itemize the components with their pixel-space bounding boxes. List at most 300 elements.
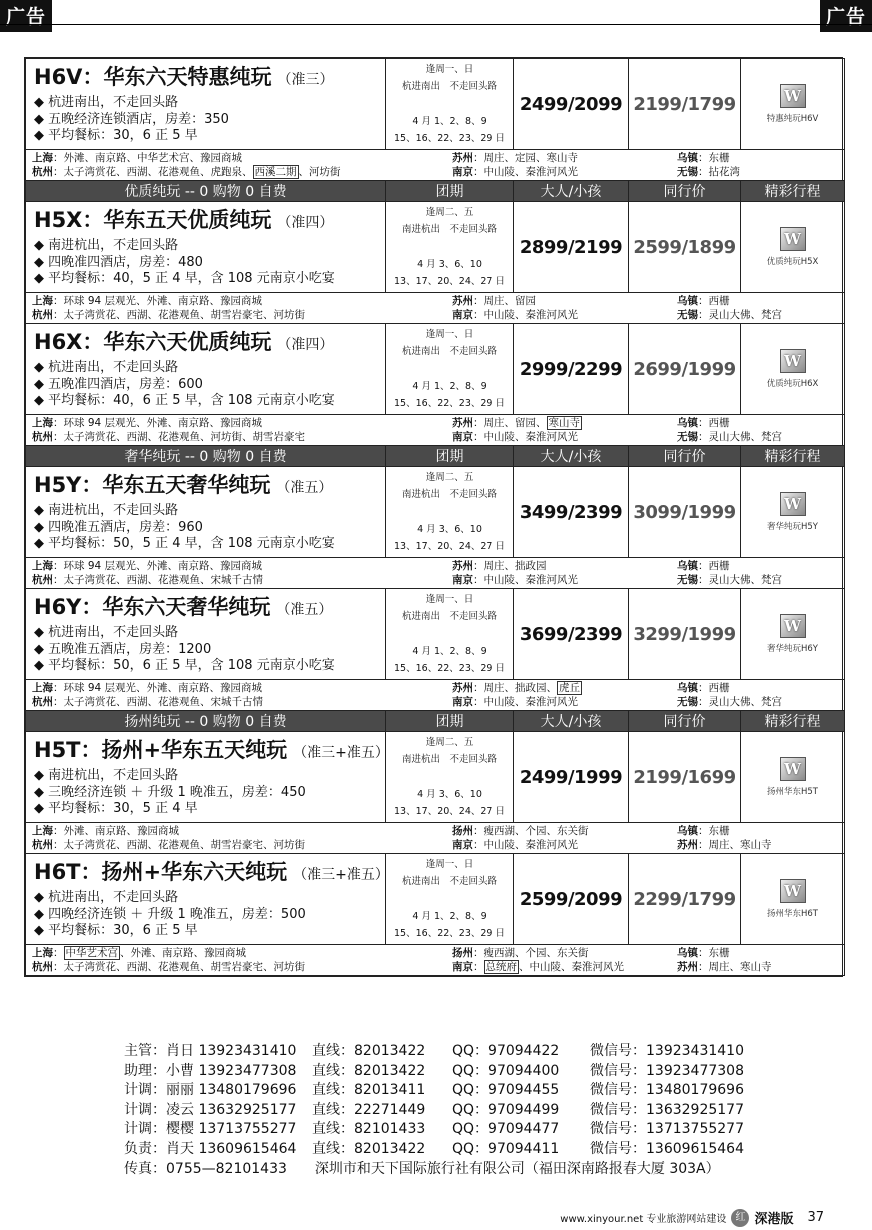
- departure-dates: 4 月 1、2、8、9: [412, 381, 487, 392]
- col-header-itinerary: 精彩行程: [741, 711, 845, 732]
- page-footer: [560, 1208, 824, 1227]
- attraction-city: [677, 308, 838, 322]
- attractions-row: [26, 293, 845, 324]
- spot-list: ：周庄、留园、: [473, 417, 547, 429]
- departure-route: 南进杭出 不走回头路: [401, 224, 497, 235]
- contact-direct-line: 直线：82101433: [312, 1121, 426, 1138]
- attraction-city: [32, 681, 452, 695]
- attraction-city: [677, 165, 838, 179]
- col-header-peer: 同行价: [629, 711, 741, 732]
- contact-qq: QQ：97094400: [452, 1062, 560, 1079]
- edition-label: 深港版: [754, 1212, 794, 1227]
- attractions: [26, 293, 845, 324]
- attraction-city: [452, 695, 677, 709]
- attraction-line: [32, 824, 838, 838]
- spot-list: ：东栅: [698, 152, 730, 164]
- spot-list: ：周庄、定园、寒山寺: [473, 152, 578, 164]
- attraction-city: [452, 430, 677, 444]
- attraction-city: [32, 308, 452, 322]
- departure-dates-2: 15、16、22、23、29 日: [394, 133, 505, 144]
- tour-info: [26, 732, 389, 823]
- adult-child-price: 2999/2299: [514, 324, 629, 415]
- city-name: 苏州: [452, 152, 473, 164]
- contact-direct-line: 直线：82013422: [312, 1043, 426, 1059]
- tour-bullet: ◆ 四晚经济连锁 ＋ 升级 1 晚准五，房差：500: [34, 906, 306, 922]
- contact-line: [124, 1140, 744, 1160]
- tour-bullet: ◆ 平均餐标：50，5 正 4 早，含 108 元南京小吃宴: [34, 536, 335, 551]
- city-name: 南京: [452, 961, 473, 973]
- city-name: 南京: [452, 839, 473, 851]
- departure-dates-2: 15、16、22、23、29 日: [394, 928, 505, 939]
- word-doc-icon: W: [780, 349, 806, 373]
- highlight-spot: 总统府: [485, 961, 517, 973]
- city-name: 乌镇: [677, 825, 698, 837]
- tour-info: [26, 854, 389, 945]
- ad-corner-left: 广告: [0, 0, 52, 32]
- tour-row: [26, 589, 845, 680]
- col-header-peer: 同行价: [629, 446, 741, 467]
- attraction-city: [677, 695, 838, 709]
- itinerary-link[interactable]: [741, 589, 845, 680]
- contact-person: 计调：丽丽 13480179696: [124, 1082, 297, 1099]
- col-header-itinerary: 精彩行程: [741, 446, 845, 467]
- departure-dates: 4 月 1、2、8、9: [412, 911, 487, 922]
- city-name: 上海: [32, 295, 53, 307]
- spot-list: ：灵山大佛、梵宫: [698, 574, 782, 586]
- spot-list: ：周庄、拙政园、: [473, 682, 557, 694]
- tour-title: H6V：华东六天特惠纯玩: [34, 65, 272, 89]
- tour-bullet: ◆ 平均餐标：30，6 正 5 早: [34, 923, 198, 938]
- city-name: 杭州: [32, 574, 53, 586]
- tour-title: H5T：扬州+华东五天纯玩: [34, 738, 288, 762]
- word-doc-icon: W: [780, 757, 806, 781]
- attraction-line: [32, 838, 838, 852]
- spot-list: ：东栅: [698, 825, 730, 837]
- tour-grade: （准三）: [277, 72, 334, 88]
- peer-price: 2199/1699: [629, 732, 741, 823]
- tour-bullet: ◆ 四晚准五酒店，房差：960: [34, 519, 203, 535]
- attraction-city: [32, 294, 452, 308]
- city-name: 无锡: [677, 696, 698, 708]
- tour-info: [26, 59, 386, 150]
- attraction-city: [32, 430, 452, 444]
- tour-name: [34, 738, 389, 766]
- city-name: 杭州: [32, 961, 53, 973]
- departure-route: 杭进南出 不走回头路: [401, 611, 497, 622]
- attractions: [26, 558, 845, 589]
- city-name: 无锡: [677, 166, 698, 178]
- tour-info: [26, 202, 386, 293]
- tour-bullet: ◆ 南进杭出，不走回头路: [34, 503, 179, 518]
- spot-list: ：东栅: [698, 947, 730, 959]
- departure-info: [386, 589, 514, 680]
- tour-bullet: ◆ 五晚经济连锁酒店，房差：350: [34, 111, 229, 127]
- city-name: 苏州: [452, 417, 473, 429]
- spot-list: ：灵山大佛、梵宫: [698, 696, 782, 708]
- spot-list: ：外滩、南京路、豫园商城: [53, 825, 179, 837]
- tour-bullet: ◆ 平均餐标：40，6 正 5 早，含 108 元南京小吃宴: [34, 393, 335, 408]
- spot-list: ：: [53, 947, 64, 959]
- spot-list: ：中山陵、秦淮河风光: [473, 309, 578, 321]
- attraction-line: [32, 573, 838, 587]
- city-name: 扬州: [452, 825, 473, 837]
- spot-list: ：西栅: [698, 417, 730, 429]
- tour-grade: （准五）: [276, 480, 333, 496]
- spot-list: ：周庄、寒山寺: [698, 961, 772, 973]
- city-name: 上海: [32, 825, 53, 837]
- attraction-city: [677, 559, 838, 573]
- departure-dates: 4 月 1、2、8、9: [412, 116, 487, 127]
- tour-grade: （准三+准五）: [293, 867, 389, 883]
- city-name: 杭州: [32, 839, 53, 851]
- tour-bullet: ◆ 五晚准五酒店，房差：1200: [34, 641, 212, 657]
- attraction-city: [677, 294, 838, 308]
- peer-price: 2299/1799: [629, 854, 741, 945]
- spot-list: ：太子湾赏花、西湖、花港观鱼、宋城千古情: [53, 574, 263, 586]
- category-bar: [26, 181, 845, 202]
- spot-list: ：中山陵、秦淮河风光: [473, 839, 578, 851]
- city-name: 乌镇: [677, 560, 698, 572]
- spot-list: ：西栅: [698, 295, 730, 307]
- attraction-line: [32, 946, 838, 960]
- contact-line: [124, 1081, 744, 1101]
- departure-dates: 4 月 3、6、10: [417, 789, 482, 800]
- tour-row: [26, 202, 845, 293]
- attraction-line: [32, 559, 838, 573]
- brand-logo-icon: 红: [731, 1209, 749, 1227]
- city-name: 乌镇: [677, 295, 698, 307]
- spot-list: ：环球 94 层观光、外滩、南京路、豫园商城: [53, 295, 263, 307]
- adult-child-price: 2599/2099: [514, 854, 629, 945]
- departure-route: 杭进南出 不走回头路: [401, 346, 497, 357]
- contact-wechat: 微信号：13923431410: [590, 1043, 744, 1059]
- adult-child-price: 2899/2199: [514, 202, 629, 293]
- spot-list: ：中山陵、秦淮河风光: [473, 166, 578, 178]
- attraction-city: [452, 308, 677, 322]
- attraction-city: [32, 573, 452, 587]
- attraction-city: [452, 559, 677, 573]
- departure-info: [386, 202, 514, 293]
- attraction-city: [32, 960, 452, 974]
- departure-route: 杭进南出 不走回头路: [401, 81, 497, 92]
- peer-price: 3099/1999: [629, 467, 741, 558]
- itinerary-label: 扬州华东H6T: [767, 909, 818, 919]
- attraction-city: [452, 838, 677, 852]
- spot-list: ：太子湾赏花、西湖、花港观鱼、虎跑泉、: [53, 166, 253, 178]
- tour-table: [25, 58, 845, 976]
- spot-list: ：太子湾赏花、西湖、花港观鱼、胡雪岩豪宅、河坊街: [53, 839, 305, 851]
- spot-list: ：瘦西湖、个园、东关街: [473, 947, 589, 959]
- departure-dates: 4 月 1、2、8、9: [412, 646, 487, 657]
- attraction-city: [452, 946, 677, 960]
- spot-list: 、河坊街: [298, 166, 341, 178]
- col-header-group: 团期: [386, 711, 514, 732]
- spot-list: ：灵山大佛、梵宫: [698, 431, 782, 443]
- spot-list: ：: [473, 961, 484, 973]
- departure-dates: 4 月 3、6、10: [417, 259, 482, 270]
- attraction-city: [32, 416, 452, 430]
- spot-list: ：外滩、南京路、中华艺术宫、豫园商城: [53, 152, 242, 164]
- spot-list: ：环球 94 层观光、外滩、南京路、豫园商城: [53, 682, 263, 694]
- attractions: [26, 823, 845, 854]
- city-name: 苏州: [452, 295, 473, 307]
- attraction-city: [677, 824, 838, 838]
- attraction-city: [32, 559, 452, 573]
- departure-dates-2: 15、16、22、23、29 日: [394, 398, 505, 409]
- city-name: 南京: [452, 696, 473, 708]
- attractions-row: [26, 823, 845, 854]
- highlight-spot: 虎丘: [559, 682, 580, 694]
- col-header-peer: 同行价: [629, 181, 741, 202]
- adult-child-price: 2499/2099: [514, 59, 629, 150]
- tour-title: H6T：扬州+华东六天纯玩: [34, 860, 288, 884]
- contact-direct-line: 直线：22271449: [312, 1101, 426, 1118]
- tour-bullet: ◆ 平均餐标：30，5 正 4 早: [34, 801, 198, 816]
- departure-route: 杭进南出 不走回头路: [401, 876, 497, 887]
- col-header-group: 团期: [386, 181, 514, 202]
- attraction-city: [677, 430, 838, 444]
- itinerary-link[interactable]: [741, 467, 845, 558]
- tour-row: [26, 324, 845, 415]
- attraction-city: [452, 681, 677, 695]
- city-name: 南京: [452, 166, 473, 178]
- tour-title: H5Y：华东五天奢华纯玩: [34, 473, 271, 497]
- tour-grade: （准四）: [277, 215, 334, 231]
- departure-info: [386, 854, 514, 945]
- contact-direct-line: 直线：82013411: [312, 1082, 426, 1099]
- attraction-city: [32, 946, 452, 960]
- departure-info: [386, 467, 514, 558]
- departure-days: 逢周一、日: [425, 859, 474, 870]
- spot-list: ：环球 94 层观光、外滩、南京路、豫园商城: [53, 417, 263, 429]
- tour-grade: （准五）: [276, 602, 333, 618]
- city-name: 上海: [32, 682, 53, 694]
- spot-list: ：瘦西湖、个园、东关街: [473, 825, 589, 837]
- attraction-city: [452, 573, 677, 587]
- tour-bullet: ◆ 杭进南出，不走回头路: [34, 95, 179, 110]
- attractions: [26, 415, 845, 446]
- attraction-city: [677, 838, 838, 852]
- attraction-line: [32, 430, 838, 444]
- spot-list: ：拈花湾: [698, 166, 740, 178]
- attraction-city: [677, 960, 838, 974]
- contact-line: [124, 1120, 744, 1140]
- city-name: 无锡: [677, 574, 698, 586]
- departure-days: 逢周一、日: [425, 329, 474, 340]
- attraction-city: [32, 165, 452, 179]
- itinerary-label: 奢华纯玩H6Y: [767, 644, 818, 654]
- city-name: 扬州: [452, 947, 473, 959]
- departure-days: 逢周一、日: [425, 594, 474, 605]
- itinerary-link[interactable]: [741, 202, 845, 293]
- city-name: 上海: [32, 417, 53, 429]
- city-name: 杭州: [32, 696, 53, 708]
- tour-row: [26, 59, 845, 150]
- spot-list: 、外滩、南京路、豫园商城: [120, 947, 246, 959]
- attraction-city: [452, 165, 677, 179]
- contact-person: 助理：小曹 13923477308: [124, 1062, 297, 1079]
- tour-bullet: ◆ 三晚经济连锁 ＋ 升级 1 晚准五，房差：450: [34, 784, 306, 800]
- spot-list: ：周庄、拙政园: [473, 560, 547, 572]
- attraction-city: [32, 695, 452, 709]
- spot-list: ：周庄、寒山寺: [698, 839, 772, 851]
- itinerary-label: 优质纯玩H5X: [766, 257, 819, 267]
- attraction-city: [677, 946, 838, 960]
- itinerary-label: 扬州华东H5T: [767, 787, 818, 797]
- adult-child-price: 2499/1999: [514, 732, 629, 823]
- word-doc-icon: W: [780, 614, 806, 638]
- contact-person: 计调：凌云 13632925177: [124, 1101, 297, 1118]
- attraction-line: [32, 681, 838, 695]
- attractions: [26, 680, 845, 711]
- departure-info: [386, 732, 514, 823]
- tour-grade: （准四）: [277, 337, 334, 353]
- col-header-adult-child: 大人/小孩: [514, 446, 629, 467]
- highlight-spot: 中华艺术宫: [65, 947, 118, 959]
- attraction-city: [452, 416, 677, 430]
- tour-bullet: ◆ 平均餐标：50，6 正 5 早，含 108 元南京小吃宴: [34, 658, 335, 673]
- highlight-spot: 西溪二期: [254, 166, 297, 178]
- spot-list: ：太子湾赏花、西湖、花港观鱼、胡雪岩豪宅、河坊街: [53, 961, 305, 973]
- contact-line: [124, 1101, 744, 1121]
- city-name: 杭州: [32, 431, 53, 443]
- word-doc-icon: W: [780, 227, 806, 251]
- city-name: 苏州: [452, 682, 473, 694]
- adult-child-price: 3699/2399: [514, 589, 629, 680]
- city-name: 南京: [452, 574, 473, 586]
- spot-list: ：太子湾赏花、西湖、花港观鱼、河坊街、胡雪岩豪宅: [53, 431, 305, 443]
- tour-info: [26, 589, 386, 680]
- attraction-city: [677, 151, 838, 165]
- tour-info: [26, 324, 386, 415]
- attraction-city: [32, 824, 452, 838]
- adult-child-price: 3499/2399: [514, 467, 629, 558]
- attraction-city: [452, 960, 677, 974]
- city-name: 苏州: [677, 839, 698, 851]
- spot-list: ：灵山大佛、梵宫: [698, 309, 782, 321]
- attraction-city: [677, 416, 838, 430]
- attraction-line: [32, 308, 838, 322]
- itinerary-link[interactable]: [741, 732, 845, 823]
- itinerary-link[interactable]: [741, 59, 845, 150]
- city-name: 无锡: [677, 431, 698, 443]
- tour-row: [26, 854, 845, 945]
- contact-direct-line: 直线：82013422: [312, 1140, 426, 1157]
- spot-list: ：中山陵、秦淮河风光: [473, 696, 578, 708]
- top-rule: [0, 24, 872, 25]
- word-doc-icon: W: [780, 879, 806, 903]
- departure-days: 逢周一、日: [425, 64, 474, 75]
- contact-qq: QQ：97094422: [452, 1043, 560, 1059]
- departure-route: 南进杭出 不走回头路: [401, 754, 497, 765]
- itinerary-link[interactable]: [741, 854, 845, 945]
- tour-name: [34, 208, 385, 236]
- departure-dates-2: 13、17、20、24、27 日: [394, 276, 505, 287]
- contact-qq: QQ：97094411: [452, 1140, 560, 1157]
- attractions: [26, 945, 845, 976]
- departure-days: 逢周二、五: [425, 737, 474, 748]
- tour-bullet: ◆ 南进杭出，不走回头路: [34, 768, 179, 783]
- peer-price: 3299/1999: [629, 589, 741, 680]
- contact-qq: QQ：97094477: [452, 1121, 560, 1138]
- attraction-city: [677, 681, 838, 695]
- word-doc-icon: W: [780, 492, 806, 516]
- city-name: 苏州: [677, 961, 698, 973]
- attractions-row: [26, 415, 845, 446]
- spot-list: ：中山陵、秦淮河风光: [473, 574, 578, 586]
- itinerary-label: 奢华纯玩H5Y: [767, 522, 818, 532]
- itinerary-label: 特惠纯玩H6V: [766, 114, 819, 124]
- departure-dates-2: 15、16、22、23、29 日: [394, 663, 505, 674]
- tour-title: H5X：华东五天优质纯玩: [34, 208, 272, 232]
- tour-bullet: ◆ 五晚准四酒店，房差：600: [34, 376, 203, 392]
- city-name: 乌镇: [677, 947, 698, 959]
- tour-name: [34, 595, 385, 623]
- attraction-line: [32, 416, 838, 430]
- peer-price: 2599/1899: [629, 202, 741, 293]
- spot-list: ：中山陵、秦淮河风光: [473, 431, 578, 443]
- contact-person: 计调：樱樱 13713755277: [124, 1121, 297, 1138]
- attractions-row: [26, 150, 845, 181]
- city-name: 乌镇: [677, 682, 698, 694]
- departure-days: 逢周二、五: [425, 472, 474, 483]
- city-name: 南京: [452, 431, 473, 443]
- page-number: 37: [807, 1210, 824, 1225]
- departure-dates-2: 13、17、20、24、27 日: [394, 806, 505, 817]
- tour-name: [34, 65, 385, 93]
- itinerary-link[interactable]: [741, 324, 845, 415]
- attraction-line: [32, 960, 838, 974]
- tour-name: [34, 860, 389, 888]
- col-header-itinerary: 精彩行程: [741, 181, 845, 202]
- attraction-line: [32, 294, 838, 308]
- spot-list: ：太子湾赏花、西湖、花港观鱼、胡雪岩豪宅、河坊街: [53, 309, 305, 321]
- tour-name: [34, 473, 385, 501]
- category-bar: [26, 711, 845, 732]
- contact-wechat: 微信号：13609615464: [590, 1140, 744, 1157]
- peer-price: 2199/1799: [629, 59, 741, 150]
- city-name: 上海: [32, 560, 53, 572]
- attraction-city: [32, 838, 452, 852]
- contact-block: [124, 1042, 744, 1179]
- spot-list: 、中山陵、秦淮河风光: [519, 961, 624, 973]
- city-name: 上海: [32, 152, 53, 164]
- attractions-row: [26, 680, 845, 711]
- col-header-group: 团期: [386, 446, 514, 467]
- departure-info: [386, 59, 514, 150]
- spot-list: ：环球 94 层观光、外滩、南京路、豫园商城: [53, 560, 263, 572]
- footer-site: www.xinyour.net 专业旅游网站建设: [560, 1214, 727, 1225]
- departure-dates-2: 13、17、20、24、27 日: [394, 541, 505, 552]
- contact-qq: QQ：97094455: [452, 1082, 560, 1099]
- attraction-city: [452, 151, 677, 165]
- tour-bullet: ◆ 平均餐标：30，6 正 5 早: [34, 128, 198, 143]
- tour-bullet: ◆ 南进杭出，不走回头路: [34, 238, 179, 253]
- category-bar: [26, 446, 845, 467]
- attraction-city: [452, 824, 677, 838]
- attractions-row: [26, 558, 845, 589]
- tour-row: [26, 732, 845, 823]
- peer-price: 2699/1999: [629, 324, 741, 415]
- attraction-city: [677, 573, 838, 587]
- city-name: 杭州: [32, 166, 53, 178]
- col-header-adult-child: 大人/小孩: [514, 711, 629, 732]
- contact-wechat: 微信号：13713755277: [590, 1121, 744, 1138]
- departure-days: 逢周二、五: [425, 207, 474, 218]
- itinerary-label: 优质纯玩H6X: [766, 379, 819, 389]
- attraction-city: [32, 151, 452, 165]
- word-doc-icon: W: [780, 84, 806, 108]
